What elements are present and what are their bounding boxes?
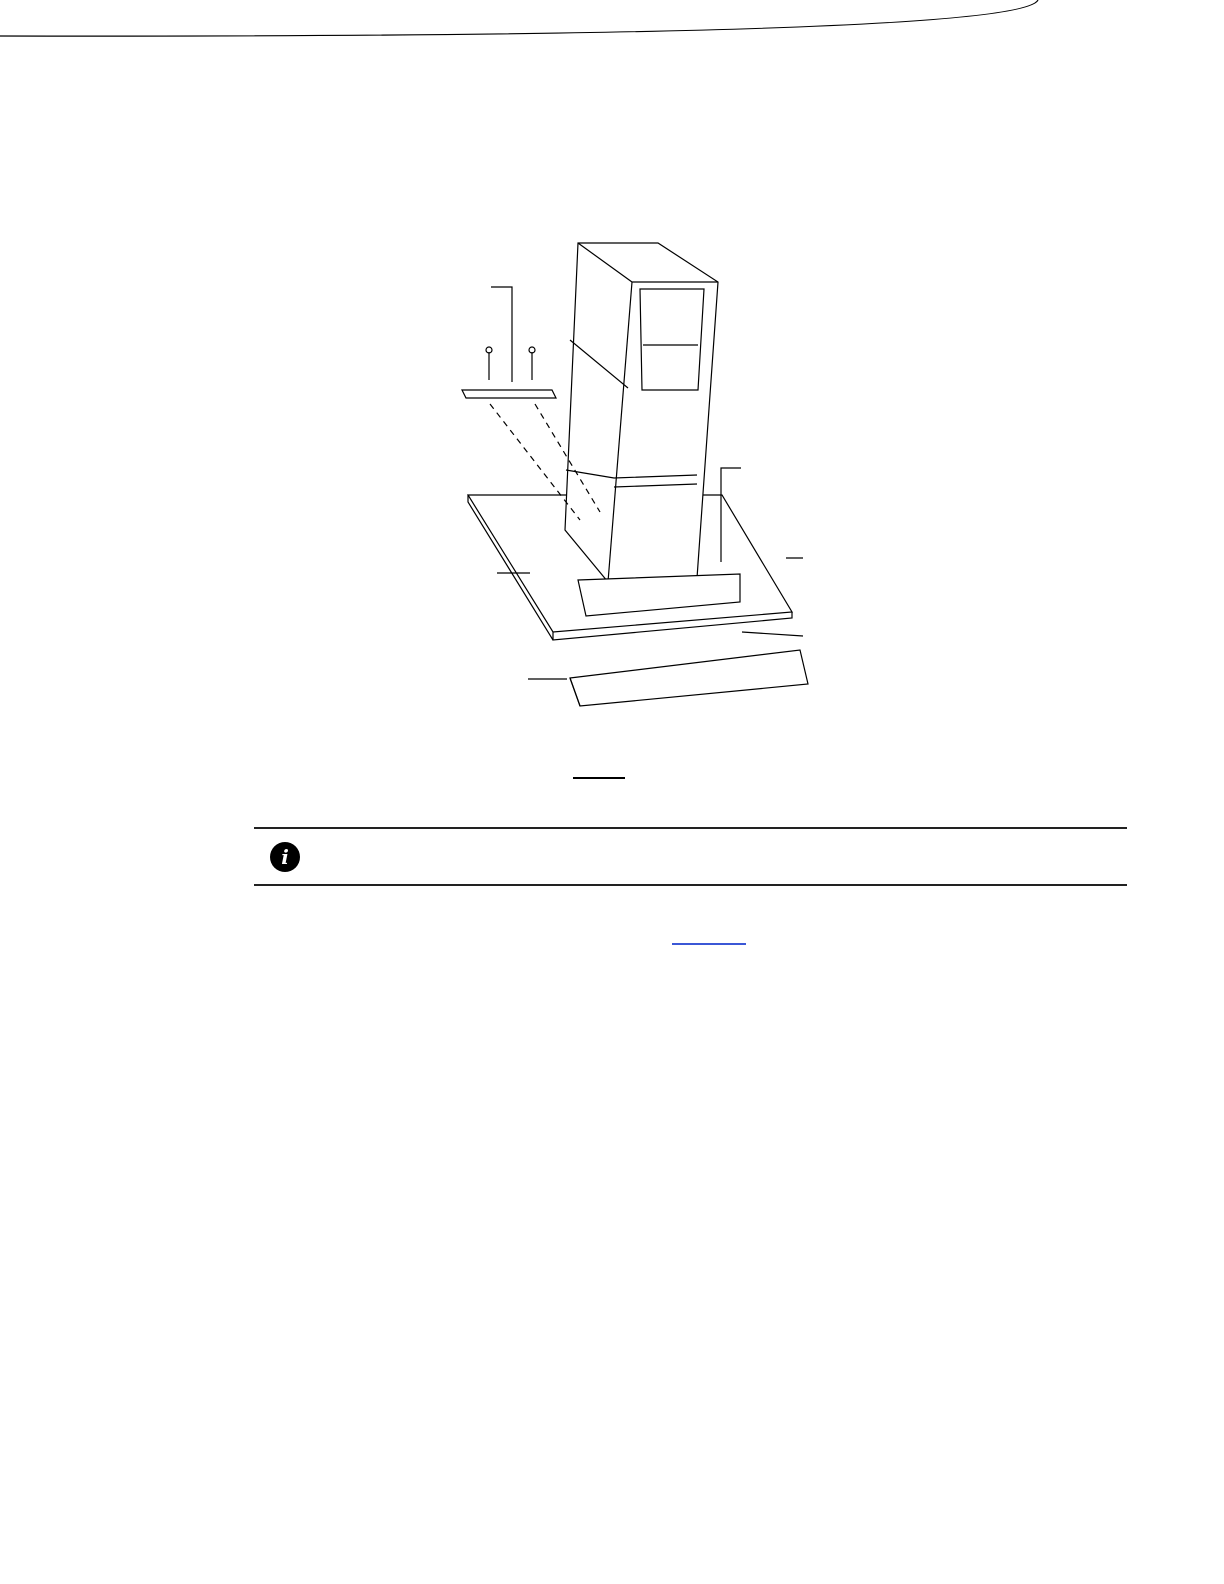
note-bottom-rule [254, 884, 1127, 886]
cross-reference-link[interactable] [672, 943, 746, 945]
note-top-rule [254, 827, 1127, 829]
ups-cabinet [565, 243, 718, 582]
installation-figure [440, 235, 840, 715]
info-icon: i [270, 842, 300, 872]
header-curve-rule [0, 0, 1224, 40]
ramp-board [570, 650, 808, 706]
figure-reference-link[interactable] [573, 777, 625, 779]
cable-bracket [462, 390, 556, 398]
